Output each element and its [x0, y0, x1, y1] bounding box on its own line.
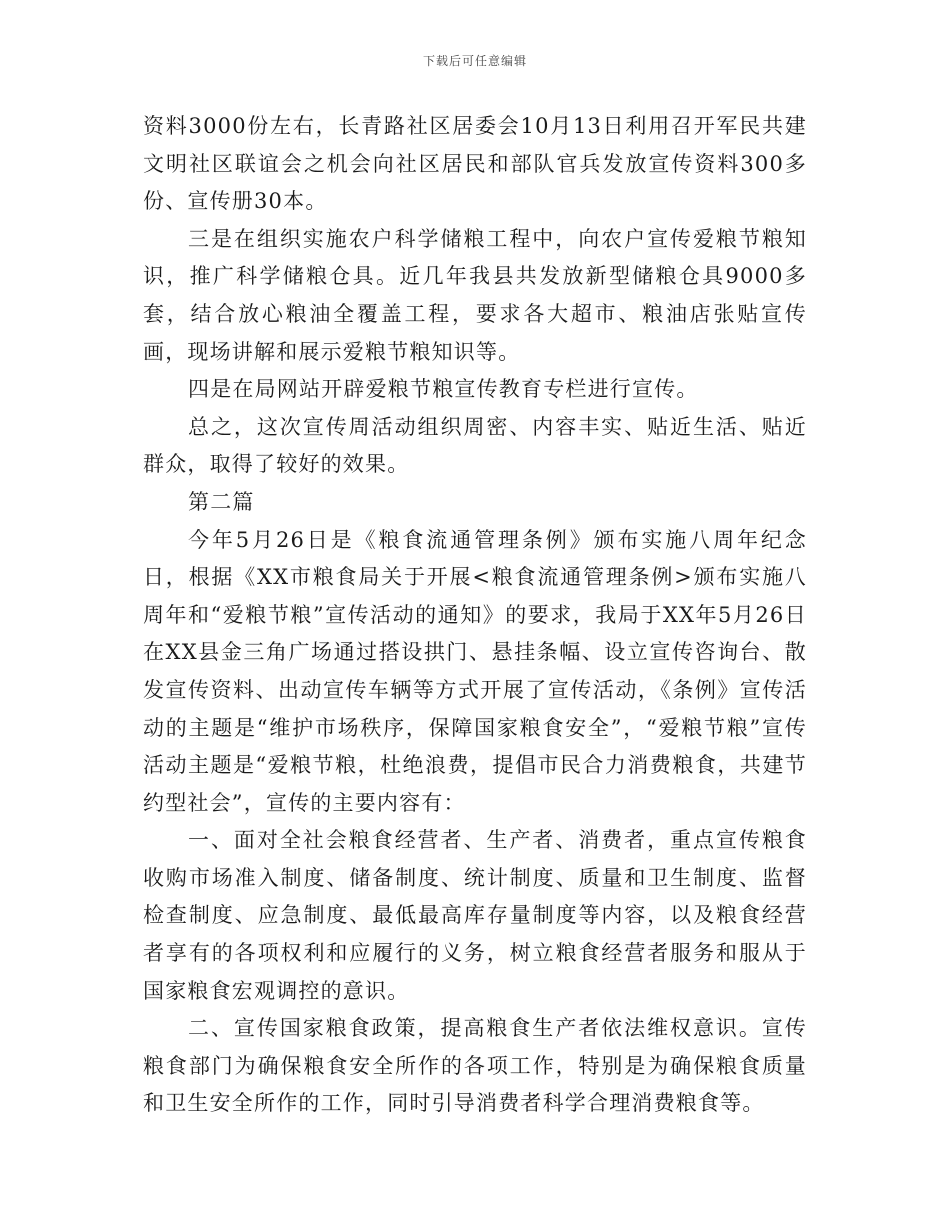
paragraph-4: 总之，这次宣传周活动组织周密、内容丰实、贴近生活、贴近群众，取得了较好的效果。 — [143, 414, 807, 477]
document-body — [143, 108, 807, 1123]
paragraph-7: 二、宣传国家粮食政策，提高粮食生产者依法维权意识。宣传粮食部门为确保粮食安全所作的各项工作，特别是为确保粮食质量和卫生安全所作的工作，同时引导消费者科学合理消费粮食等。 — [143, 1016, 807, 1116]
paragraph-3: 四是在局网站开辟爱粮节粮宣传教育专栏进行宣传。 — [188, 377, 699, 402]
paragraph-5: 今年5月26日是《粮食流通管理条例》颁布实施八周年纪念日，根据《XX市粮食局关于开展<粮食流通管理条例>颁布实施八周年和“爱粮节粮”宣传活动的通知》的要求，我局于XX年5月26日在XX县金三角广场通过搭设拱门、悬挂条幅、设立宣传咨询台、散发宣传资料、出动宣传车辆等方式开展了宣传活动，《条例》宣传活动的主题是“维护市场秩序，保障国家粮食安全”，“爱粮节粮”宣传活动主题是“爱粮节粮，杜绝浪费，提倡市民合力消费粮食，共建节约型社会”，宣传的主要内容有： — [143, 527, 807, 815]
section-heading: 第二篇 — [188, 489, 255, 514]
paragraph-1: 资料3000份左右，长青路社区居委会10月13日利用召开军民共建文明社区联谊会之机会向社区居民和部队官兵发放宣传资料300多份、宣传册30本。 — [143, 114, 807, 214]
paragraph-2: 三是在组织实施农户科学储粮工程中，向农户宣传爱粮节粮知识，推广科学储粮仓具。近几年我县共发放新型储粮仓具9000多套，结合放心粮油全覆盖工程，要求各大超市、粮油店张贴宣传画，现场讲解和展示爱粮节粮知识等。 — [143, 226, 807, 364]
paragraph-6: 一、面对全社会粮食经营者、生产者、消费者，重点宣传粮食收购市场准入制度、储备制度、统计制度、质量和卫生制度、监督检查制度、应急制度、最低最高库存量制度等内容，以及粮食经营者享有的各项权利和应履行的义务，树立粮食经营者服务和服从于国家粮食宏观调控的意识。 — [143, 828, 807, 1003]
page-header: 下载后可任意编辑 — [422, 54, 527, 68]
